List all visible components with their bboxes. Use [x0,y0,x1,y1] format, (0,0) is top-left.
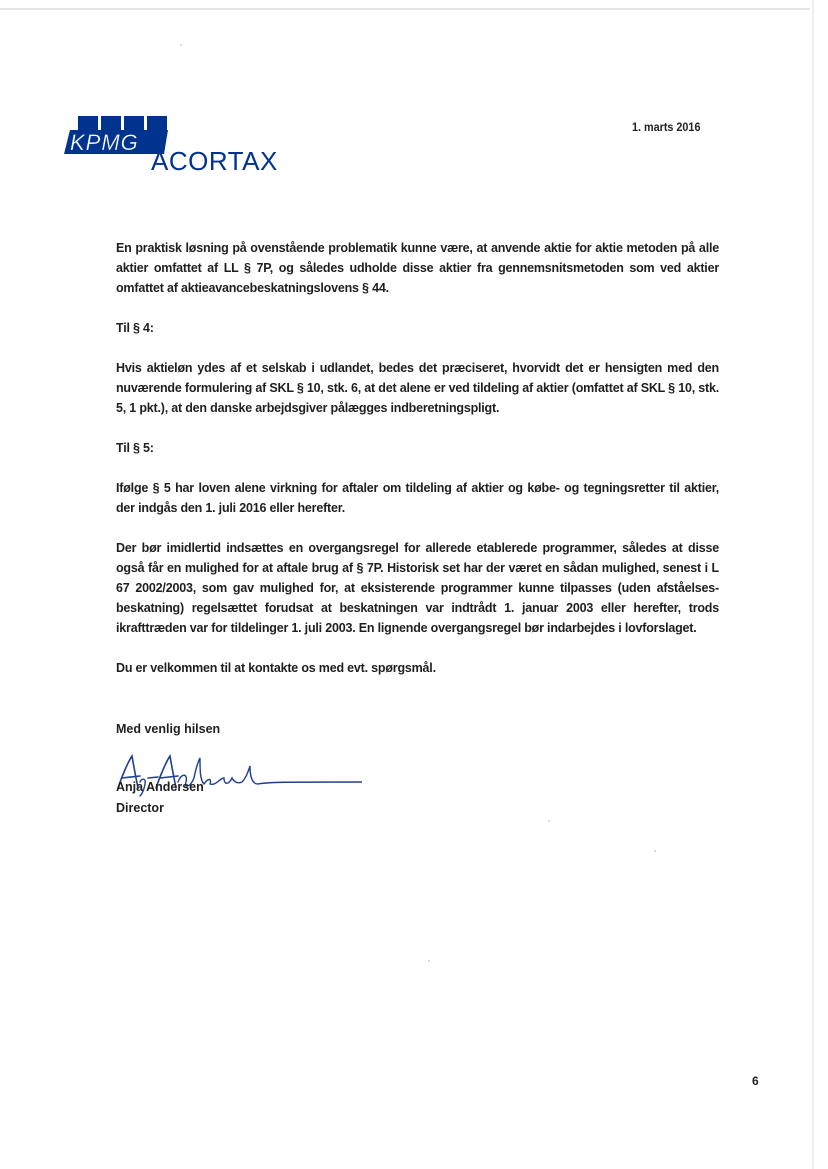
signer-name: Anja Andersen [116,780,204,794]
handwritten-signature [112,748,362,804]
section-5-heading: Til § 5: [116,441,154,455]
letter-body [116,238,719,698]
section-4-paragraph: Hvis aktieløn ydes af et selskab i udlandet, bedes det præciseret, hvorvidt det er hensigten med den nuværende formulering af SKL § 10, stk. 6, at det alene er ved tildeling af aktier (omfattet af SKL § 10, stk. 5, 1 pkt.), at den danske arbejdsgiver pålægges indberetningspligt. [116,361,719,415]
intro-paragraph: En praktisk løsning på ovenstående problematik kunne være, at anvende aktie for aktie metoden på alle aktier omfattet af LL § 7P, og således udholde disse aktier fra gennemsnitsmetoden som ved aktier omfattet af aktieavancebeskatningslovens § 44. [116,241,719,295]
page-number: 6 [752,1074,759,1088]
scan-right-edge [812,0,814,1169]
section-5-paragraph: Ifølge § 5 har loven alene virkning for aftaler om tildeling af aktier og købe- og tegningsretter til aktier, der indgås den 1. juli 2016 eller herefter. [116,481,719,515]
closing-greeting: Med venlig hilsen [116,722,221,736]
transition-paragraph: Der bør imidlertid indsættes en overgangsregel for allerede etablerede programmer, således at disse også får en mulighed for at aftale brug af § 7P. Historisk set har der været en sådan mulighed, senest i L 67 2002/2003, som gav mulighed for, at eksisterende programmer kunne tilpasses (uden afståelses-beskatning) regelsættet forudsat at beskatningen var indtrådt 1. januar 2003 eller herefter, trods ikrafttræden var for tildelinger 1. juli 2003. En lignende overgangsregel bør indarbejdes i lovforslaget. [116,541,719,635]
acortax-brand-name: ACORTAX [151,146,278,176]
section-4-heading: Til § 4: [116,321,154,335]
signer-title: Director [116,801,164,815]
scan-edge-line [0,8,810,10]
scan-speck [180,44,182,46]
scan-speck [654,850,656,852]
letter-date: 1. marts 2016 [632,120,701,134]
contact-paragraph: Du er velkommen til at kontakte os med evt. spørgsmål. [116,661,436,675]
scan-speck [548,820,550,822]
kpmg-logo-text: KPMG [70,130,139,155]
scan-speck [428,960,430,962]
kpmg-acortax-logo [60,116,278,176]
